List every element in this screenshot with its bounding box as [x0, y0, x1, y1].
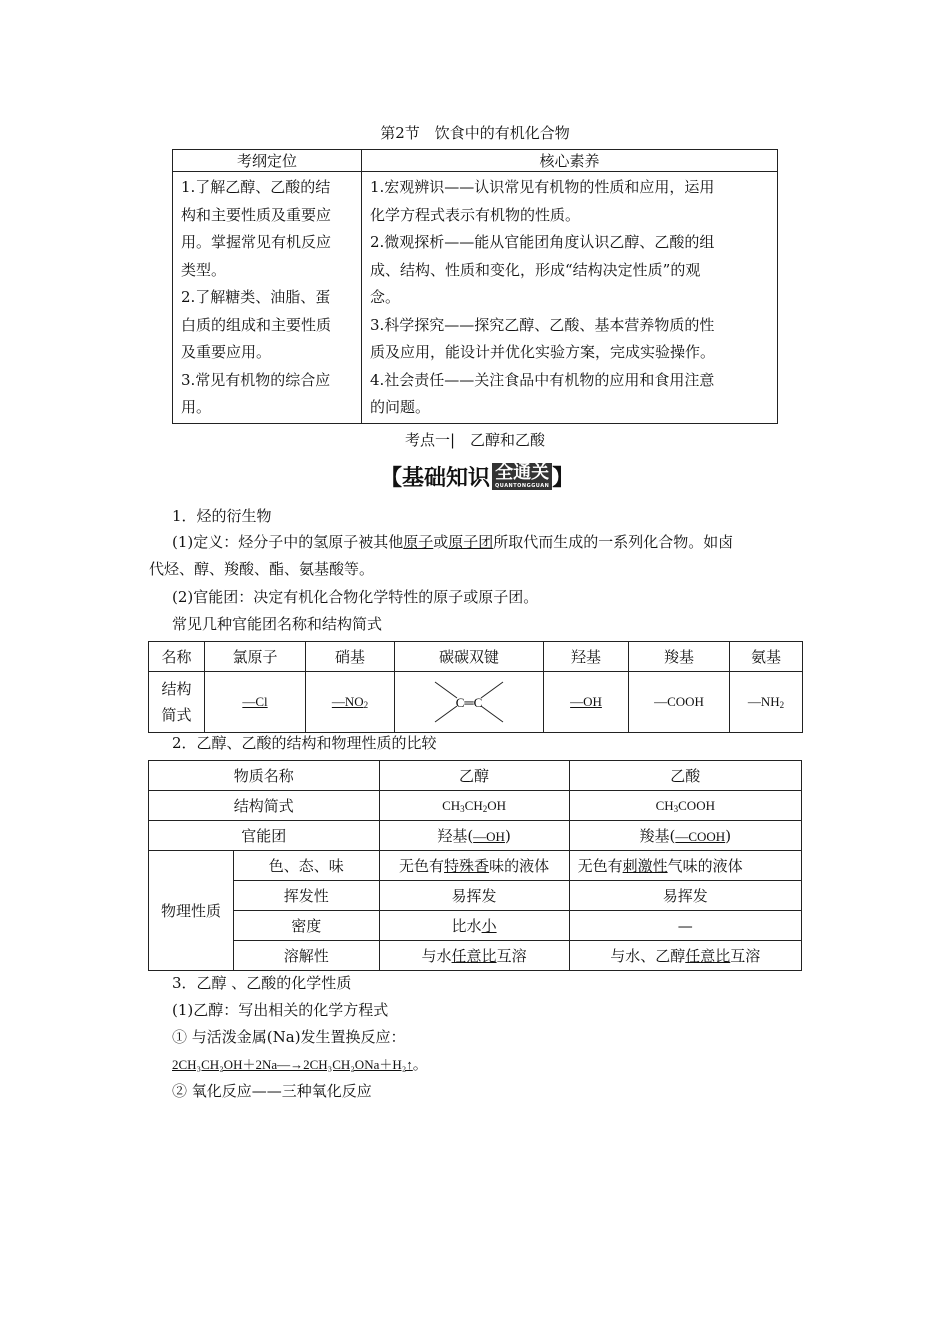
fg-label-line: 简式 — [161, 706, 192, 724]
def-text: (1)定义：烃分子中的氢原子被其他 — [172, 533, 404, 551]
banner-badge — [492, 463, 552, 490]
s3-oxidation: ② 氧化反应——三种氧化反应 — [172, 1082, 372, 1100]
banner-bracket-right: 】 — [552, 465, 575, 491]
ethanol-solubility: 与水任意比互溶 — [379, 941, 569, 971]
kaodian-heading: 考点一| 乙醇和乙酸 — [404, 431, 546, 449]
cmp-header: 乙酸 — [569, 761, 801, 791]
outline-right-line: 1.宏观辨识——认识常见有机物的性质和应用，运用 — [370, 178, 715, 196]
outline-right-line: 2.微观探析——能从官能团角度认识乙醇、乙酸的组 — [370, 233, 715, 251]
ethanol-fg: 羟基(—OH) — [379, 821, 569, 851]
outline-left-line: 1.了解乙醇、乙酸的结 — [181, 178, 331, 196]
ethanol-color: 无色有特殊香味的液体 — [379, 851, 569, 881]
comparison-table — [148, 760, 802, 971]
fg-cell-label: 名称 — [149, 642, 205, 672]
banner-text: 基础知识 — [402, 465, 491, 491]
equation-end: 。 — [412, 1055, 428, 1073]
acetic-solubility: 与水、乙醇任意比互溶 — [569, 941, 801, 971]
cmp-sublabel: 溶解性 — [234, 941, 380, 971]
fg-cell-structure — [205, 672, 306, 733]
outline-right-line: 成、结构、性质和变化，形成“结构决定性质”的观 — [370, 260, 701, 279]
fg-cell-structure — [629, 672, 730, 733]
fg-cell-label — [149, 672, 205, 733]
ethanol-structure: $CH_3CH_2OH$ — [379, 791, 569, 821]
outline-left-line: 类型。 — [181, 260, 227, 279]
cmp-sublabel: 色、态、味 — [234, 851, 380, 881]
fg-cell-name: 碳碳双键 — [395, 642, 544, 672]
cmp-label: 结构简式 — [149, 791, 380, 821]
acetic-volatility: 易挥发 — [569, 881, 801, 911]
cmp-header: 物质名称 — [149, 761, 380, 791]
outline-right-line: 质及应用，能设计并优化实验方案，完成实验操作。 — [370, 343, 716, 361]
outline-right-line: 3.科学探究——探究乙醇、乙酸、基本营养物质的性 — [370, 315, 715, 334]
outline-table — [172, 149, 778, 424]
outline-right-line: 化学方程式表示有机物的性质。 — [370, 205, 581, 224]
banner-bracket-left: 【 — [380, 465, 403, 491]
outline-left-line: 构和主要性质及重要应 — [181, 205, 332, 224]
hydroxyl-formula: —OH — [570, 694, 602, 709]
s3-equation-line — [172, 1053, 428, 1076]
def-blank-group: 原子团 — [448, 533, 494, 551]
sodium-equation: 2CH₃CH₂OH＋2Na―→2CH₃CH₂ONa＋H₂↑ — [172, 1057, 413, 1072]
outline-header-left: 考纲定位 — [173, 150, 362, 172]
ethanol-density: 比水小 — [379, 911, 569, 941]
fg-cell-structure — [395, 672, 544, 733]
def-text: 所取代而生成的一系列化合物。如卤 — [493, 533, 734, 551]
banner-badge-pinyin: QUANTONGGUAN — [495, 482, 550, 489]
s1-definition — [172, 531, 832, 553]
s1-definition-line2: 代烃、醇、羧酸、酯、氨基酸等。 — [149, 560, 375, 578]
ethanol-volatility: 易挥发 — [379, 881, 569, 911]
amino-formula: $—NH_2$ — [747, 694, 785, 710]
s3-ethanol-intro: (1)乙醇：写出相关的化学方程式 — [172, 1001, 389, 1019]
s1-functional-group: (2)官能团：决定有机化合物化学特性的原子或原子团。 — [172, 588, 539, 606]
fg-label-line: 结构 — [161, 680, 192, 698]
def-blank-atom: 原子 — [403, 533, 434, 551]
s1-title: 1．烃的衍生物 — [172, 507, 272, 525]
chloro-formula: —Cl — [242, 694, 268, 709]
double-bond-label: C═C — [455, 695, 483, 710]
acetic-density: — — [569, 911, 801, 941]
cmp-sublabel: 挥发性 — [234, 881, 380, 911]
outline-left-line: 白质的组成和主要性质 — [181, 315, 332, 334]
acetic-fg: 羧基(—COOH) — [569, 821, 801, 851]
carboxyl-formula: —COOH — [654, 694, 704, 709]
cmp-header: 乙醇 — [379, 761, 569, 791]
outline-header-right: 核心素养 — [362, 150, 778, 172]
page-title: 第2节 饮食中的有机化合物 — [380, 124, 570, 142]
fg-cell-name: 羟基 — [544, 642, 629, 672]
fg-cell-name: 羧基 — [629, 642, 730, 672]
banner-badge-text: 全通关 — [495, 461, 550, 483]
outline-right-cell — [362, 172, 778, 424]
fg-cell-structure — [306, 672, 395, 733]
section-banner — [380, 460, 574, 492]
fg-cell-name: 氨基 — [730, 642, 803, 672]
s1-common-groups: 常见几种官能团名称和结构简式 — [172, 615, 383, 633]
outline-left-cell — [173, 172, 362, 424]
acetic-structure: $CH_3COOH$ — [569, 791, 801, 821]
outline-left-line: 用。掌握常见有机反应 — [181, 233, 332, 251]
acetic-color: 无色有刺激性气味的液体 — [569, 851, 801, 881]
fg-cell-name: 氯原子 — [205, 642, 306, 672]
cmp-label: 官能团 — [149, 821, 380, 851]
fg-cell-structure — [544, 672, 629, 733]
cmp-sublabel: 密度 — [234, 911, 380, 941]
fg-cell-name: 硝基 — [306, 642, 395, 672]
s3-displacement: ① 与活泼金属(Na)发生置换反应： — [172, 1028, 406, 1046]
functional-group-table — [148, 641, 803, 733]
def-text: 或 — [433, 533, 449, 551]
cmp-label-physical: 物理性质 — [149, 851, 234, 971]
outline-left-line: 2.了解糖类、油脂、蛋 — [181, 288, 331, 306]
outline-left-line: 及重要应用。 — [181, 343, 272, 361]
s2-title: 2．乙醇、乙酸的结构和物理性质的比较 — [172, 734, 437, 752]
outline-right-line: 的问题。 — [370, 398, 431, 416]
outline-right-line: 念。 — [370, 288, 401, 306]
outline-left-line: 用。 — [181, 398, 212, 416]
outline-right-line: 4.社会责任——关注食品中有机物的应用和食用注意 — [370, 370, 715, 389]
outline-left-line: 3.常见有机物的综合应 — [181, 370, 331, 389]
fg-cell-structure — [730, 672, 803, 733]
double-bond-diagram — [395, 672, 543, 732]
nitro-formula: $—NO_2$ — [331, 694, 369, 710]
s3-title: 3．乙醇 、乙酸的化学性质 — [172, 974, 352, 992]
